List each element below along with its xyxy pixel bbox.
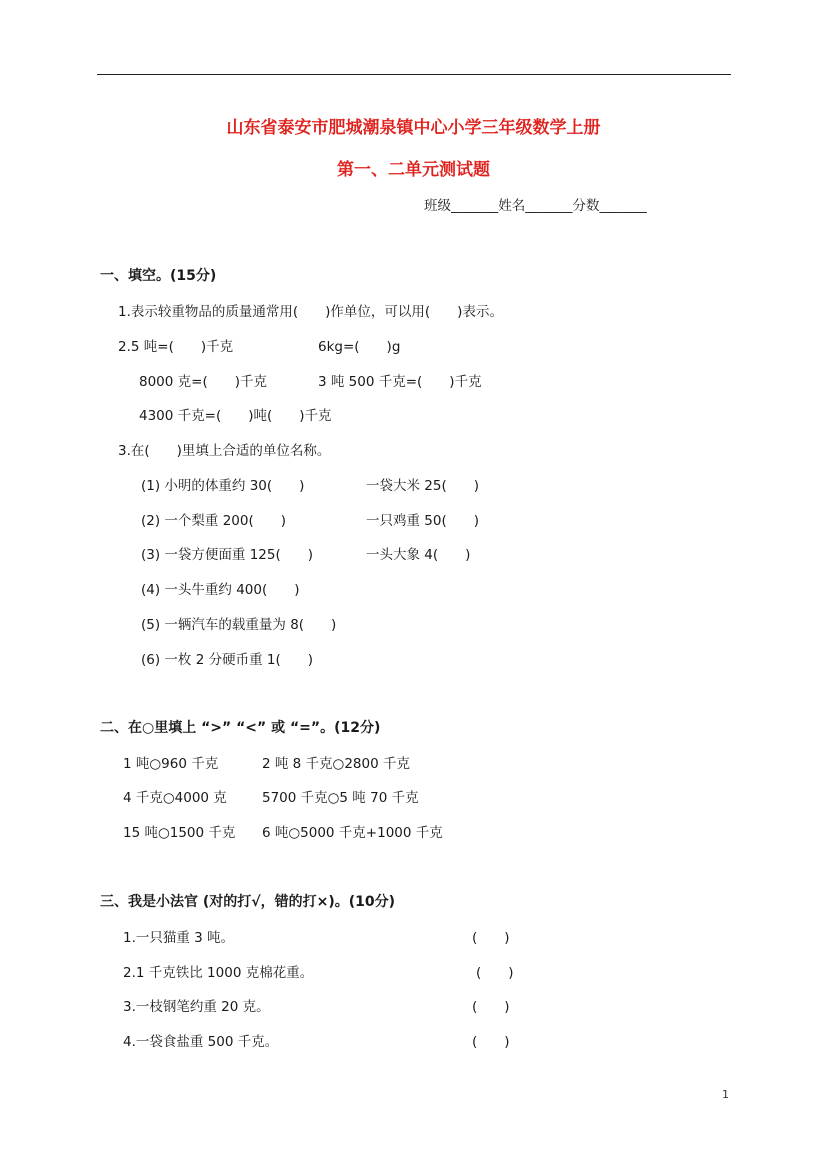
judge-item-2: 2.1 千克铁比 1000 克棉花重。	[123, 965, 314, 981]
title-line-1: 山东省泰安市肥城潮泉镇中心小学三年级数学上册	[226, 118, 601, 138]
title-line-2: 第一、二单元测试题	[337, 160, 490, 180]
judge-item-3: 3.一枝钢笔约重 20 克。	[123, 999, 270, 1015]
q3-item-2-right: 一只鸡重 50( )	[366, 513, 480, 529]
judge-item-1: 1.一只猫重 3 吨。	[123, 930, 235, 946]
question-2c: 8000 克=( )千克	[139, 374, 267, 390]
judge-item-2-mark: ( )	[476, 965, 514, 981]
judge-item-4: 4.一袋食盐重 500 千克。	[123, 1034, 279, 1050]
section-2-heading: 二、在○里填上 “>” “<” 或 “=”。(12分)	[100, 720, 381, 736]
student-info-line: 班级_______姓名_______分数_______	[424, 198, 647, 214]
header-rule	[97, 74, 731, 75]
compare-row-1-left: 1 吨○960 千克	[123, 756, 219, 772]
q3-item-1-left: (1) 小明的体重约 30( )	[141, 478, 305, 494]
q3-item-2-left: (2) 一个梨重 200( )	[141, 513, 287, 529]
judge-item-4-mark: ( )	[472, 1034, 510, 1050]
section-1-heading: 一、填空。(15分)	[100, 268, 217, 284]
compare-row-2-left: 4 千克○4000 克	[123, 790, 227, 806]
q3-item-5: (5) 一辆汽车的载重量为 8( )	[141, 617, 337, 633]
question-2e: 4300 千克=( )吨( )千克	[139, 408, 332, 424]
compare-row-2-right: 5700 千克○5 吨 70 千克	[262, 790, 419, 806]
compare-row-3-left: 15 吨○1500 千克	[123, 825, 236, 841]
page-number: 1	[722, 1088, 729, 1101]
compare-row-3-right: 6 吨○5000 千克+1000 千克	[262, 825, 443, 841]
judge-item-1-mark: ( )	[472, 930, 510, 946]
q3-item-3-left: (3) 一袋方便面重 125( )	[141, 547, 314, 563]
q3-item-4: (4) 一头牛重约 400( )	[141, 582, 300, 598]
question-3: 3.在( )里填上合适的单位名称。	[118, 443, 331, 459]
question-2d: 3 吨 500 千克=( )千克	[318, 374, 482, 390]
question-1: 1.表示较重物品的质量通常用( )作单位，可以用( )表示。	[118, 304, 503, 320]
judge-item-3-mark: ( )	[472, 999, 510, 1015]
q3-item-1-right: 一袋大米 25( )	[366, 478, 480, 494]
section-3-heading: 三、我是小法官 (对的打√，错的打×)。(10分)	[100, 894, 396, 910]
question-2b: 6kg=( )g	[318, 339, 401, 355]
compare-row-1-right: 2 吨 8 千克○2800 千克	[262, 756, 410, 772]
q3-item-3-right: 一头大象 4( )	[366, 547, 471, 563]
question-2a: 2.5 吨=( )千克	[118, 339, 234, 355]
q3-item-6: (6) 一枚 2 分硬币重 1( )	[141, 652, 313, 668]
